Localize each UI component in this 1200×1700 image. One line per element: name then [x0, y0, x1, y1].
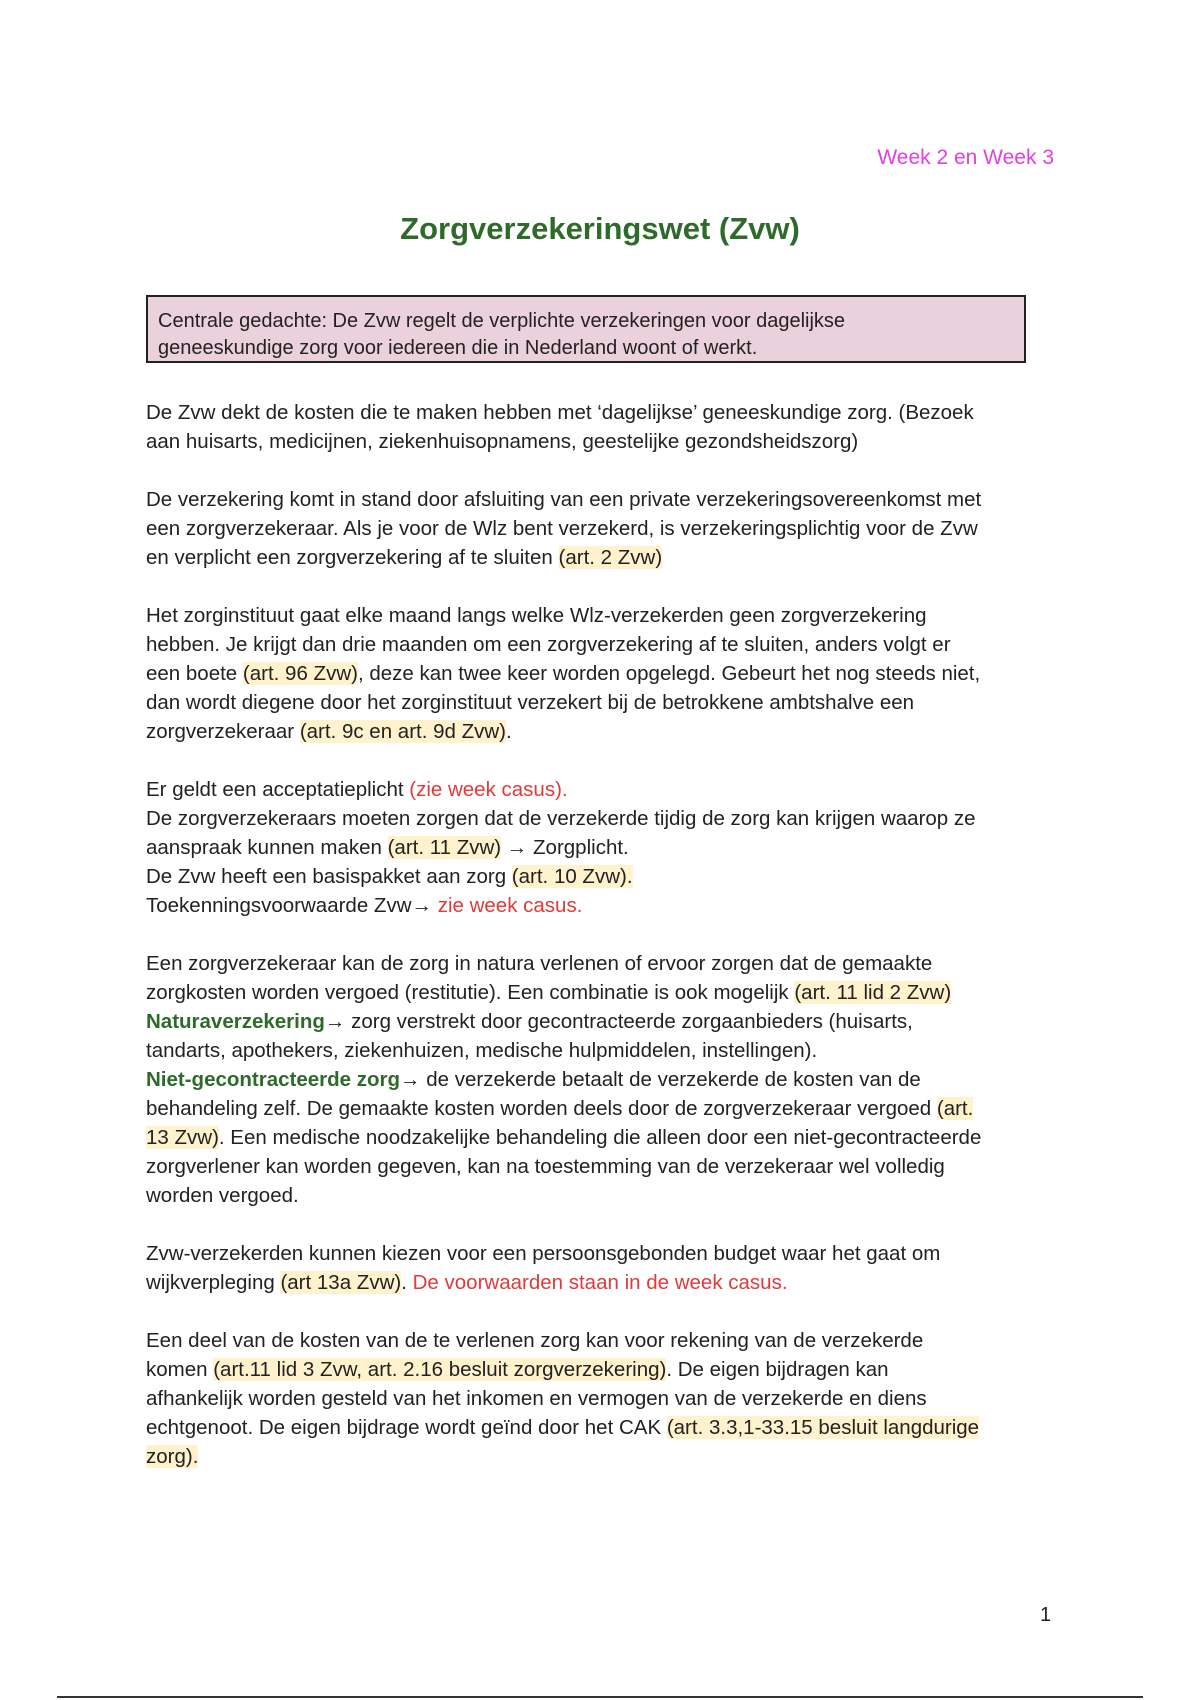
article-reference: (art. 11 Zvw)	[387, 836, 502, 859]
text-segment: .	[401, 1271, 413, 1294]
page-title: Zorgverzekeringswet (Zvw)	[400, 211, 800, 246]
text-segment: → zorg verstrekt door gecontracteerde zorgaanbieders (huisarts,	[324, 1010, 913, 1033]
text-line	[146, 1268, 1056, 1297]
paragraph-eigen-bijdrage	[146, 1326, 1056, 1471]
article-reference: (art.	[936, 1097, 974, 1120]
article-reference: (art. 2 Zvw)	[558, 546, 663, 569]
paragraph-natura-restitutie	[146, 949, 1056, 1210]
text-line	[146, 862, 1056, 891]
text-line	[146, 659, 1056, 688]
text-line	[146, 1094, 1056, 1123]
central-idea-box	[146, 295, 1026, 363]
text-segment: → Zorgplicht.	[501, 836, 629, 859]
text-line: De verzekering komt in stand door afsluiting van een private verzekeringsovereenkomst met	[146, 488, 982, 511]
text-segment: aanspraak kunnen maken	[146, 836, 388, 859]
text-line	[146, 1123, 1056, 1152]
text-line: een zorgverzekeraar. Als je voor de Wlz bent verzekerd, is verzekeringsplichtig voor de Zvw	[146, 517, 978, 540]
text-line: dan wordt diegene door het zorginstituut verzekert bij de betrokkene ambtshalve een	[146, 691, 915, 714]
text-line	[146, 1442, 1056, 1471]
article-reference: (art. 11 lid 2 Zvw)	[794, 981, 952, 1004]
text-segment: Er geldt een acceptatieplicht	[146, 778, 410, 801]
article-reference: (art. 10 Zvw).	[511, 865, 633, 888]
text-line	[146, 978, 1056, 1007]
text-line: zorgverlener kan worden gegeven, kan na toestemming van de verzekeraar wel volledig	[146, 1155, 945, 1178]
central-idea-line: geneeskundige zorg voor iedereen die in Nederland woont of werkt.	[158, 337, 758, 359]
article-reference: (art. 9c en art. 9d Zvw)	[299, 720, 507, 743]
text-line: hebben. Je krijgt dan drie maanden om een zorgverzekering af te sluiten, anders volgt er	[146, 633, 951, 656]
paragraph-insurance-obligation	[146, 485, 1056, 572]
text-line: Een zorgverzekeraar kan de zorg in natura verlenen of ervoor zorgen dat de gemaakte	[146, 952, 933, 975]
article-reference: 13 Zvw)	[146, 1126, 219, 1149]
text-segment: → de verzekerde betaalt de verzekerde de kosten van de	[400, 1068, 921, 1091]
text-line	[146, 891, 1056, 920]
text-segment: , deze kan twee keer worden opgelegd. Gebeurt het nog steeds niet,	[357, 662, 981, 685]
text-line: afhankelijk worden gesteld van het inkomen en vermogen van de verzekerde en diens	[146, 1387, 927, 1410]
text-line	[146, 1355, 1056, 1384]
text-segment: komen	[146, 1358, 214, 1381]
text-segment: De Zvw heeft een basispakket aan zorg	[146, 865, 512, 888]
text-line	[146, 1007, 1056, 1036]
paragraph-pgb	[146, 1239, 1056, 1297]
text-segment: zorgverzekeraar	[146, 720, 300, 743]
casus-reference: zie week casus.	[437, 894, 583, 917]
week-label: Week 2 en Week 3	[877, 146, 1054, 169]
paragraph-zorginstituut	[146, 601, 1056, 746]
key-term: Niet-gecontracteerde zorg	[146, 1068, 401, 1091]
paragraph-obligations	[146, 775, 1056, 920]
text-line	[146, 717, 1056, 746]
article-reference: (art 13a Zvw)	[280, 1271, 402, 1294]
article-reference: (art.11 lid 3 Zvw, art. 2.16 besluit zorgverzekering)	[213, 1358, 667, 1381]
text-segment: echtgenoot. De eigen bijdrage wordt geïnd door het CAK	[146, 1416, 667, 1439]
text-line	[146, 543, 1056, 572]
text-line: tandarts, apothekers, ziekenhuizen, medische hulpmiddelen, instellingen).	[146, 1039, 818, 1062]
text-segment: . Een medische noodzakelijke behandeling die alleen door een niet-gecontracteerde	[218, 1126, 982, 1149]
text-line	[146, 833, 1056, 862]
footer-divider	[57, 1696, 1143, 1698]
text-line: aan huisarts, medicijnen, ziekenhuisopnamens, geestelijke gezondsheidszorg)	[146, 430, 859, 453]
text-line	[146, 1065, 1056, 1094]
text-segment: . De eigen bijdragen kan	[666, 1358, 889, 1381]
text-line: worden vergoed.	[146, 1184, 299, 1207]
article-reference: zorg).	[146, 1445, 199, 1468]
casus-reference: De voorwaarden staan in de week casus.	[412, 1271, 788, 1294]
casus-reference: (zie week casus).	[409, 778, 568, 801]
text-segment: behandeling zelf. De gemaakte kosten worden deels door de zorgverzekeraar vergoed	[146, 1097, 937, 1120]
body-text	[146, 398, 1056, 1500]
text-segment: .	[506, 720, 512, 743]
paragraph-coverage	[146, 398, 1056, 456]
text-line: Zvw-verzekerden kunnen kiezen voor een persoonsgebonden budget waar het gaat om	[146, 1242, 941, 1265]
text-segment: Toekenningsvoorwaarde Zvw→	[146, 894, 438, 917]
text-line: Een deel van de kosten van de te verlenen zorg kan voor rekening van de verzekerde	[146, 1329, 924, 1352]
article-reference: (art. 3.3,1-33.15 besluit langdurige	[666, 1416, 980, 1439]
page-number: 1	[1040, 1604, 1052, 1626]
central-idea-line: Centrale gedachte: De Zvw regelt de verplichte verzekeringen voor dagelijkse	[158, 310, 846, 332]
text-segment: zorgkosten worden vergoed (restitutie). Een combinatie is ook mogelijk	[146, 981, 795, 1004]
text-line: De zorgverzekeraars moeten zorgen dat de verzekerde tijdig de zorg kan krijgen waarop ze	[146, 807, 976, 830]
key-term: Naturaverzekering	[146, 1010, 325, 1033]
article-reference: (art. 96 Zvw)	[242, 662, 358, 685]
text-line	[146, 775, 1056, 804]
text-segment: en verplicht een zorgverzekering af te sluiten	[146, 546, 559, 569]
text-line	[146, 1413, 1056, 1442]
text-line: De Zvw dekt de kosten die te maken hebben met ‘dagelijkse’ geneeskundige zorg. (Bezoek	[146, 401, 974, 424]
text-segment: een boete	[146, 662, 243, 685]
text-segment: wijkverpleging	[146, 1271, 281, 1294]
text-line: Het zorginstituut gaat elke maand langs welke Wlz-verzekerden geen zorgverzekering	[146, 604, 927, 627]
